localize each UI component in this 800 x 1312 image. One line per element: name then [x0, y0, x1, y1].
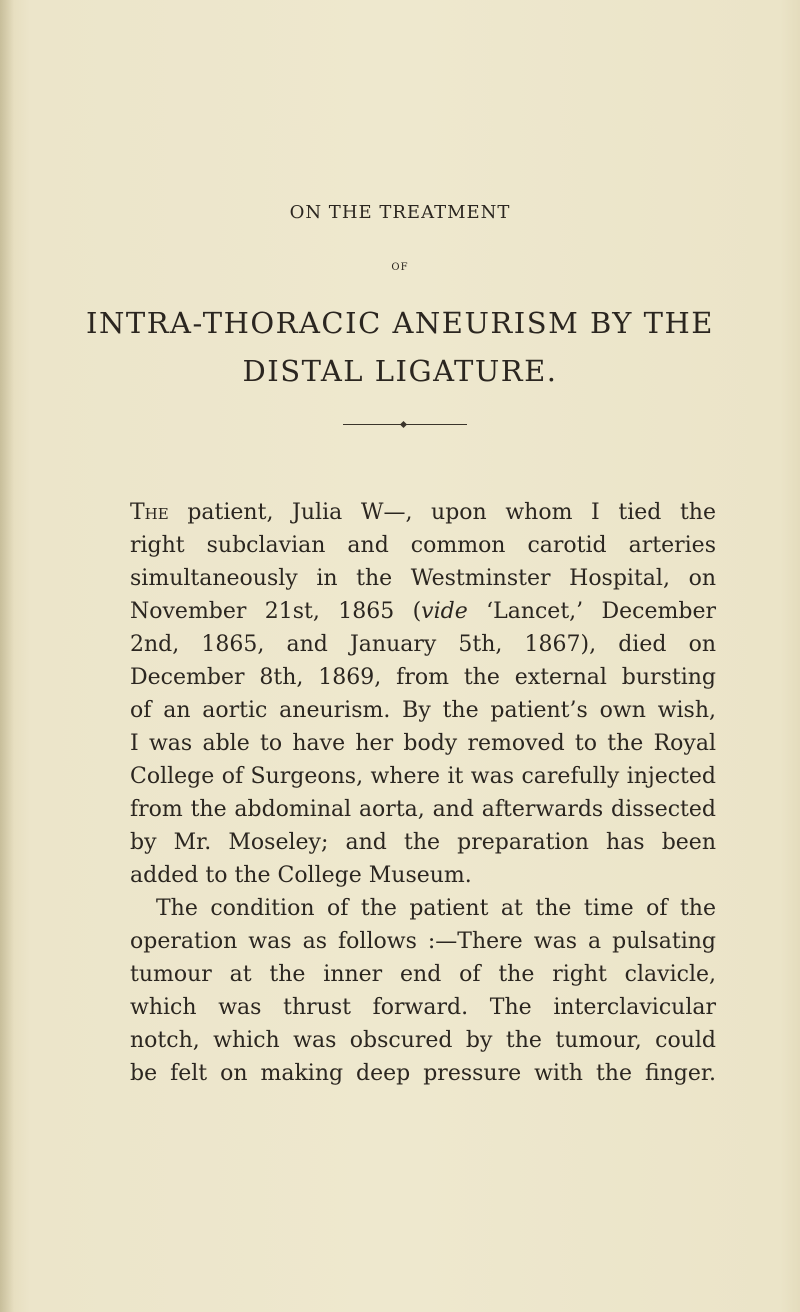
text-line: be felt on making deep pressure with the finger. [130, 1061, 716, 1086]
paragraph-2 [130, 892, 716, 1090]
text-line: by Mr. Moseley; and the preparation has been [130, 830, 716, 855]
text-line: The condition of the patient at the time of the [156, 896, 716, 921]
text-line: December 8th, 1869, from the external bursting [130, 665, 716, 690]
title-line-3: DISTAL LIGATURE. [242, 354, 558, 388]
text-line [130, 496, 716, 529]
text-line-rest: patient, Julia W—, upon whom I tied the [168, 500, 716, 525]
text-line: November 21st, 1865 (vide ‘Lancet,’ December [130, 599, 716, 624]
italic-word: vide [421, 599, 468, 624]
text-line: of an aortic aneurism. By the patient’s own wish, [130, 698, 716, 723]
text-line: from the abdominal aorta, and afterwards dissected [130, 797, 716, 822]
title-line-1: ON THE TREATMENT [289, 202, 511, 223]
text-line: simultaneously in the Westminster Hospital, on [130, 566, 716, 591]
title-line-2: INTRA-THORACIC ANEURISM BY THE [86, 306, 714, 340]
text-line: notch, which was obscured by the tumour, could [130, 1028, 716, 1053]
section-divider [343, 422, 467, 428]
text-line: 2nd, 1865, and January 5th, 1867), died on [130, 632, 716, 657]
dropcap-word: The [130, 500, 169, 525]
text-line: I was able to have her body removed to the Royal [130, 731, 716, 756]
paragraph-1 [130, 496, 716, 892]
text-line: which was thrust forward. The interclavicular [130, 995, 716, 1020]
text-line: added to the College Museum. [130, 863, 472, 888]
title-of: OF [391, 262, 409, 273]
text-line: right subclavian and common carotid arteries [130, 533, 716, 558]
page-edge-shadow [0, 0, 14, 1312]
text-line: tumour at the inner end of the right clavicle, [130, 962, 716, 987]
text-line: operation was as follows :—There was a pulsating [130, 929, 716, 954]
text-line: College of Surgeons, where it was carefully injected [130, 764, 716, 789]
